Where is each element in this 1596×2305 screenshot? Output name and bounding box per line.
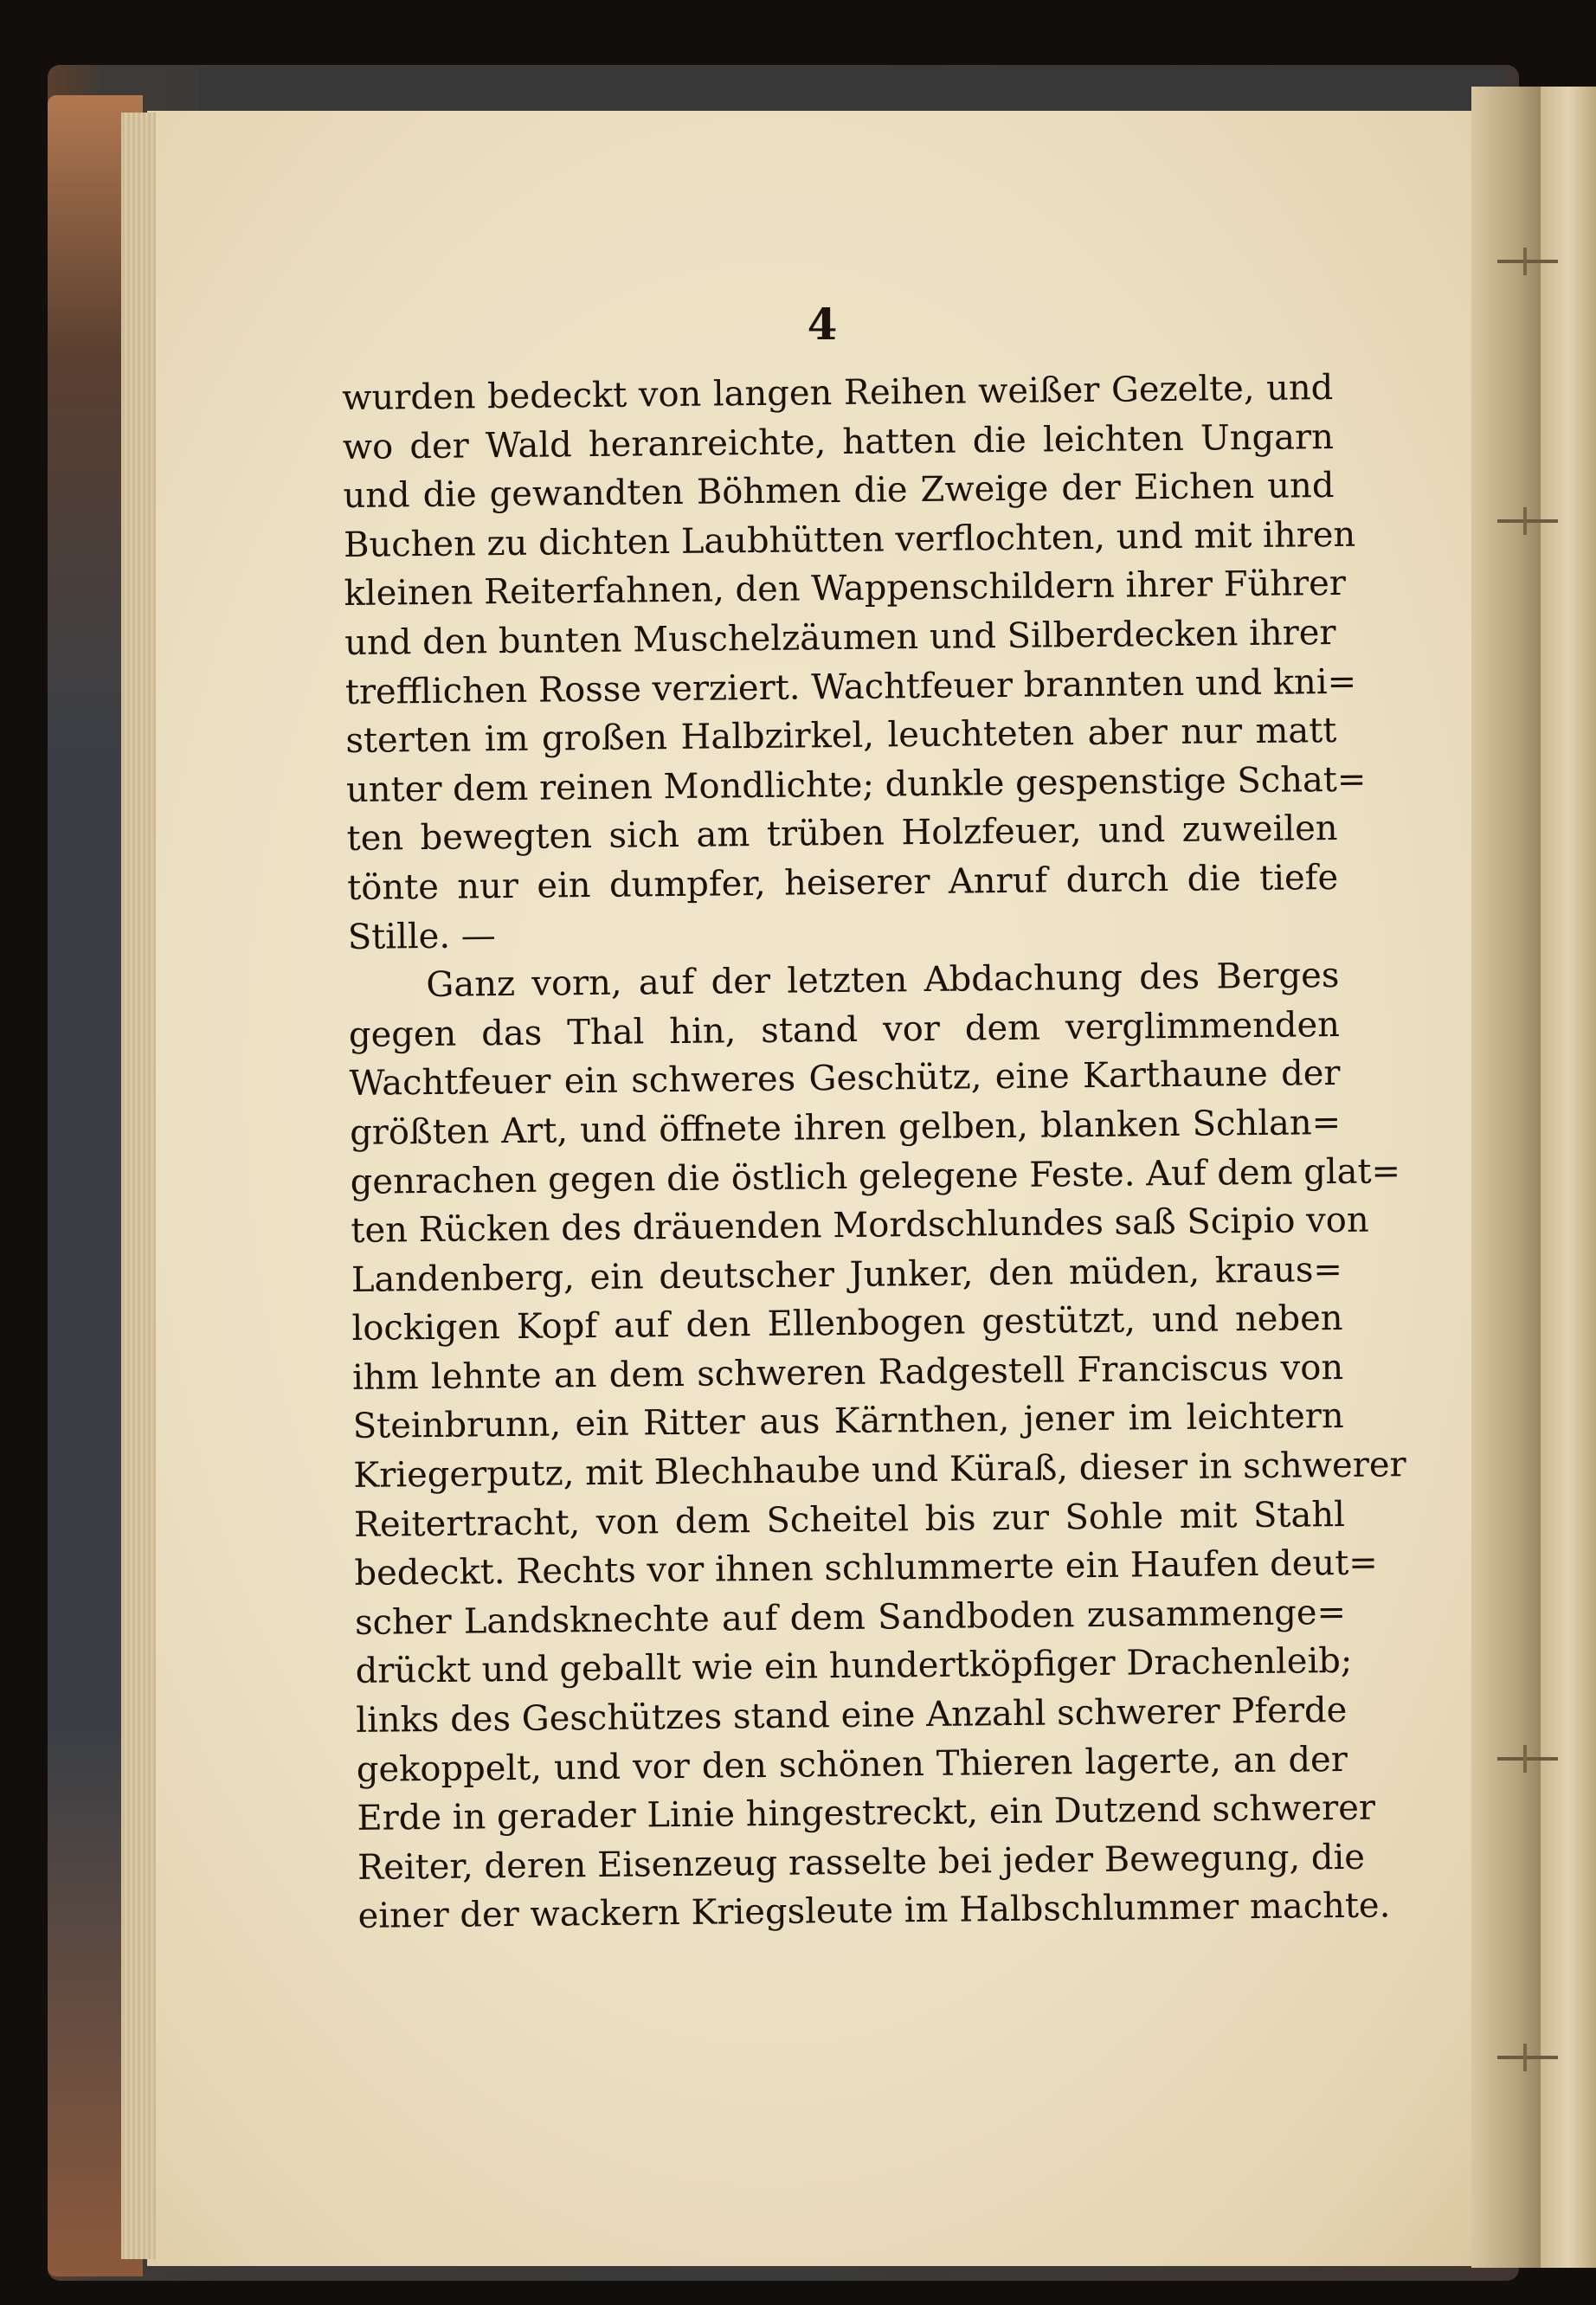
page-edges (121, 113, 156, 2259)
binding-stitch (1497, 1757, 1558, 1761)
text-line: und den bunten Muschelzäumen und Silberdecken ihrer (344, 612, 1336, 663)
text-line: gegen das Thal hin, stand vor dem verglimmenden (348, 1004, 1341, 1055)
text-line: kleinen Reiterfahnen, den Wappenschildern ihrer Führer (344, 563, 1347, 615)
body-text (342, 364, 1406, 1941)
text-line: gekoppelt, und vor den schönen Thieren lagerte, an der (356, 1739, 1348, 1790)
text-line: Stille. — (347, 915, 497, 957)
text-line: Buchen zu dichten Laubhütten verflochten, und mit ihren (343, 514, 1356, 565)
text-line: drückt und geballt wie ein hundertköpfiger Drachenleib; (355, 1641, 1353, 1692)
facing-page-edge (1541, 87, 1596, 2268)
text-line: Steinbrunn, ein Ritter aus Kärnthen, jener im leichtern (352, 1396, 1344, 1447)
text-line: und die gewandten Böhmen die Zweige der Eichen und (343, 466, 1335, 517)
binding-stitch (1497, 260, 1558, 263)
text-line: wurden bedeckt von langen Reihen weißer Gezelte, und (342, 368, 1334, 418)
text-line: wo der Wald heranreichte, hatten die leichten Ungarn (342, 416, 1335, 467)
text-line: tönte nur ein dumpfer, heiserer Anruf durch die tiefe (346, 857, 1339, 908)
text-line: Kriegerputz, mit Blechhaube und Küraß, dieser in schwerer (353, 1445, 1406, 1496)
text-line: ihm lehnte an dem schweren Radgestell Franciscus von (351, 1347, 1344, 1398)
text-line: unter dem reinen Mondlichte; dunkle gespenstige Schat= (345, 759, 1367, 810)
text-line: links des Geschützes stand eine Anzahl schwerer Pferde (356, 1690, 1348, 1741)
text-line: Reitertracht, von dem Scheitel bis zur Sohle mit Stahl (353, 1494, 1346, 1545)
text-line: lockigen Kopf auf den Ellenbogen gestützt, und neben (351, 1298, 1343, 1349)
text-line: trefflichen Rosse verziert. Wachtfeuer brannten und kni= (344, 661, 1357, 712)
text-line: ten Rücken des dräuenden Mordschlundes saß Scipio von (351, 1200, 1369, 1252)
text-line: Reiter, deren Eisenzeug rasselte bei jeder Bewegung, die (357, 1837, 1366, 1888)
text-line: Wachtfeuer ein schweres Geschütz, eine Karthaune der (349, 1053, 1341, 1104)
text-line: größten Art, und öffnete ihren gelben, blanken Schlan= (349, 1102, 1342, 1153)
text-line: Erde in gerader Linie hingestreckt, ein Dutzend schwerer (357, 1787, 1376, 1839)
text-line: ten bewegten sich am trüben Holzfeuer, und zuweilen (346, 808, 1338, 860)
binding-stitch (1497, 519, 1558, 523)
page-number: 4 (807, 299, 838, 350)
binding-stitch (1497, 2056, 1558, 2059)
text-line: scher Landsknechte auf dem Sandboden zusammenge= (354, 1592, 1347, 1643)
text-line: sterten im großen Halbzirkel, leuchteten aber nur matt (345, 711, 1337, 762)
text-line: Landenberg, ein deutscher Junker, den müden, kraus= (351, 1249, 1343, 1300)
text-line: bedeckt. Rechts vor ihnen schlummerte ein Haufen deut= (354, 1542, 1379, 1594)
text-line: einer der wackern Kriegsleute im Halbschlummer machte. (357, 1885, 1391, 1937)
text-line: genrachen gegen die östlich gelegene Feste. Auf dem glat= (350, 1150, 1401, 1202)
text-line: Ganz vorn, auf der letzten Abdachung des Berges (426, 956, 1340, 1006)
